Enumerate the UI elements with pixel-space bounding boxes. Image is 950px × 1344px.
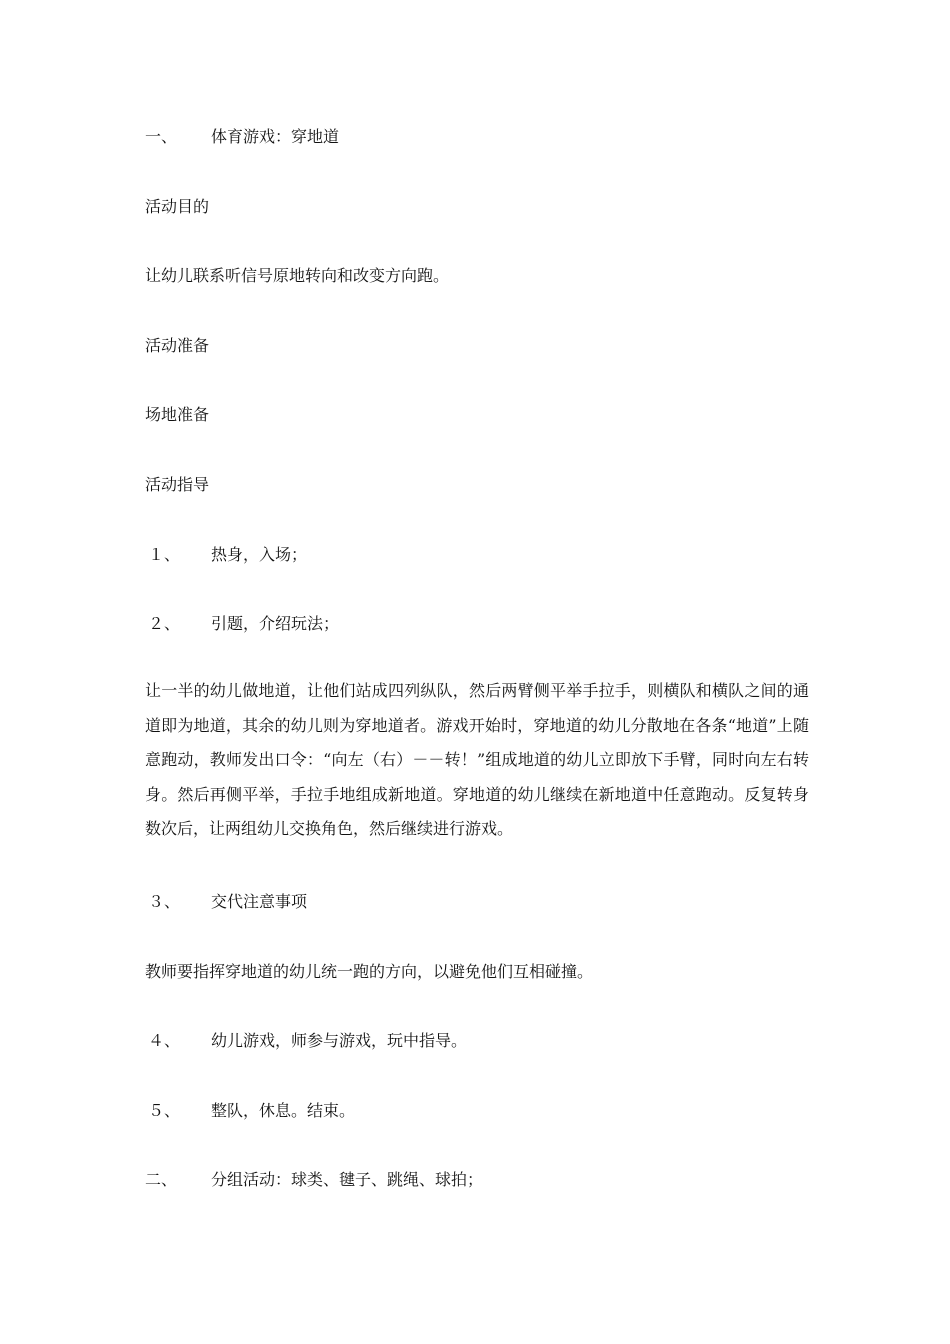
goal-heading: 活动目的 <box>145 197 210 216</box>
section-1-title: 体育游戏：穿地道 <box>211 127 340 146</box>
step-1-text: 热身，入场； <box>211 545 308 564</box>
rules-paragraph: 让一半的幼儿做地道，让他们站成四列纵队，然后两臂侧平举手拉手，则横队和横队之间的通道即为地道，其余的幼儿则为穿地道者。游戏开始时，穿地道的幼儿分散地在各条“地道”上随意跑动，教师发出口令：“向左（右）－－转！”组成地道的幼儿立即放下手臂，同时向左右转身。然后再侧平举，手拉手地组成新地道。穿地道的幼儿继续在新地道中任意跑动。反复转身数次后，让两组幼儿交换角色，然后继续进行游戏。 <box>145 681 809 838</box>
section-2-title: 分组活动：球类、毽子、跳绳、球拍； <box>211 1170 484 1189</box>
step-1-number: １、 <box>148 545 181 564</box>
step-3-number: ３、 <box>148 892 181 911</box>
section-1-heading <box>145 127 339 147</box>
goal-text: 让幼儿联系听信号原地转向和改变方向跑。 <box>145 266 450 285</box>
step-3-text: 交代注意事项 <box>211 892 308 911</box>
step-2-text: 引题，介绍玩法； <box>211 614 340 633</box>
prep-heading: 活动准备 <box>145 336 210 355</box>
section-2-heading <box>145 1170 483 1190</box>
section-2-number: 二、 <box>145 1170 178 1189</box>
step-4-text: 幼儿游戏，师参与游戏，玩中指导。 <box>211 1031 468 1050</box>
step-5-text: 整队，休息。结束。 <box>211 1101 356 1120</box>
step-5 <box>145 1101 355 1121</box>
step-2-number: ２、 <box>148 614 181 633</box>
step-3 <box>145 892 307 912</box>
guide-heading: 活动指导 <box>145 475 210 494</box>
step-1 <box>145 545 307 565</box>
step-4-number: ４、 <box>148 1031 181 1050</box>
section-1-number: 一、 <box>145 127 178 146</box>
venue-heading: 场地准备 <box>145 405 210 424</box>
step-2 <box>145 614 339 634</box>
step-4 <box>145 1031 467 1051</box>
step-5-number: ５、 <box>148 1101 181 1120</box>
caution-paragraph: 教师要指挥穿地道的幼儿统一跑的方向，以避免他们互相碰撞。 <box>145 962 594 981</box>
